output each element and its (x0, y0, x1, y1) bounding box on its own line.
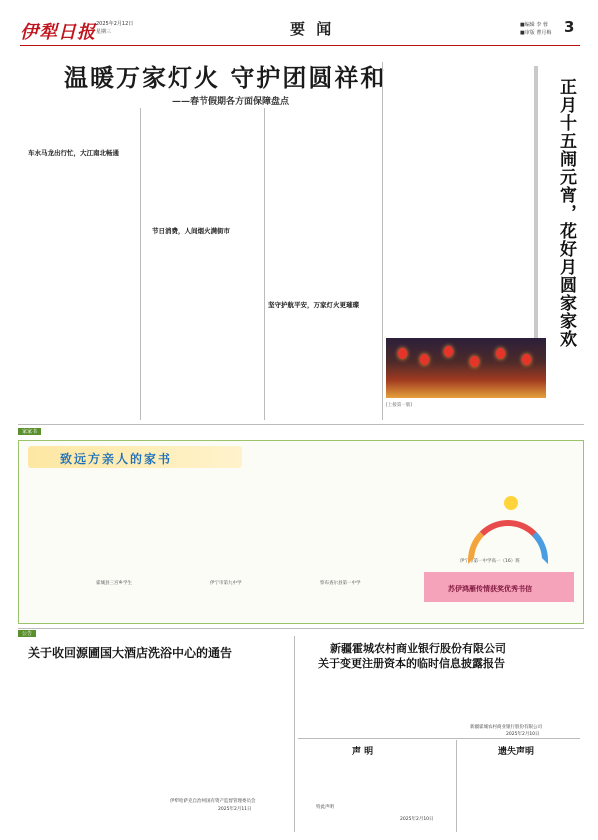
vertical-headline-bar (534, 66, 538, 370)
letter-signature: 伊宁市第一中学高一（16）班 (460, 559, 520, 564)
section-divider (18, 424, 584, 425)
letter-signature: 伊宁市第九中学 (210, 581, 242, 586)
article-subtitle: 节日消费，人间烟火满街市 (152, 227, 230, 235)
family-banner-title: 致远方亲人的家书 (60, 452, 173, 466)
article-subtitle: 坚守护航平安，万家灯火更璀璨 (268, 301, 359, 309)
letter-column (172, 454, 282, 574)
vertical-headline: 正月十五闹元宵，花好月圆家家欢 (556, 78, 576, 348)
lantern-icon (420, 354, 429, 365)
column-divider (264, 108, 265, 420)
letter-signature: 霍城县三宫乡学生 (96, 581, 132, 586)
article-subtitle: 车水马龙出行忙，大江南北畅通 (28, 149, 119, 157)
notice-date: 2025年2月11日 (218, 807, 252, 812)
side-article-column (386, 62, 532, 334)
column-divider (456, 740, 457, 832)
newspaper-logo: 伊犁日报 (20, 22, 96, 43)
lantern-icon (398, 348, 407, 359)
notice-issuer: 伊犁哈萨克自治州国有资产监督管理委员会 (170, 799, 256, 804)
statement-footer: 特此声明 (316, 805, 334, 810)
lantern-icon (522, 354, 531, 365)
issue-date: 2025年2月12日 星期三 (96, 21, 134, 35)
notice-title: 关于变更注册资本的临时信息披露报告 (318, 657, 505, 670)
article-column (144, 108, 262, 420)
section-divider (18, 628, 584, 629)
statement-date: 2025年2月10日 (400, 817, 434, 822)
letter-column (286, 446, 416, 576)
column-divider (294, 636, 295, 832)
lantern-icon (470, 356, 479, 367)
statement-title: 声 明 (352, 747, 374, 757)
lantern-icon (496, 348, 505, 359)
lantern-icon (444, 346, 453, 357)
main-headline: 温暖万家灯火 守护团圆祥和 (64, 63, 387, 92)
column-divider (140, 108, 141, 420)
band-label: 家家书 (18, 428, 41, 435)
lost-notice-body (462, 758, 578, 832)
notice-body (28, 664, 284, 794)
section-title: 要 闻 (290, 20, 335, 38)
photo-caption: [上接第一版] (386, 403, 413, 408)
notice-title: 新疆霍城农村商业银行股份有限公司 (330, 642, 506, 655)
notice-title: 关于收回源圃国大酒店洗浴中心的通告 (28, 646, 233, 660)
notice-date: 2025年2月10日 (506, 732, 540, 737)
masthead (20, 18, 580, 46)
lost-notice-title: 遗失声明 (498, 747, 535, 757)
notice-issuer: 新疆霍城农村商业银行股份有限公司 (470, 725, 542, 730)
band-label: 公告 (18, 630, 36, 637)
lantern-photo (386, 338, 546, 398)
section-divider (298, 738, 580, 739)
notice-body (304, 672, 576, 722)
article-column (268, 108, 380, 420)
letter-signature: 察布查尔县第一中学 (320, 581, 361, 586)
statement-body (304, 758, 452, 800)
letter-column (422, 446, 572, 516)
column-divider (382, 62, 383, 420)
editor-credits: ■编辑 李 蓉 ■审版 曹月梅 (520, 22, 552, 36)
page-number: 3 (564, 18, 575, 36)
award-text: 苏伊鸿雁传情获奖优秀书信 (448, 585, 532, 593)
sun-icon (504, 496, 518, 510)
letter-column (28, 474, 168, 574)
main-subhead: ——春节假期各方面保障盘点 (172, 97, 290, 107)
